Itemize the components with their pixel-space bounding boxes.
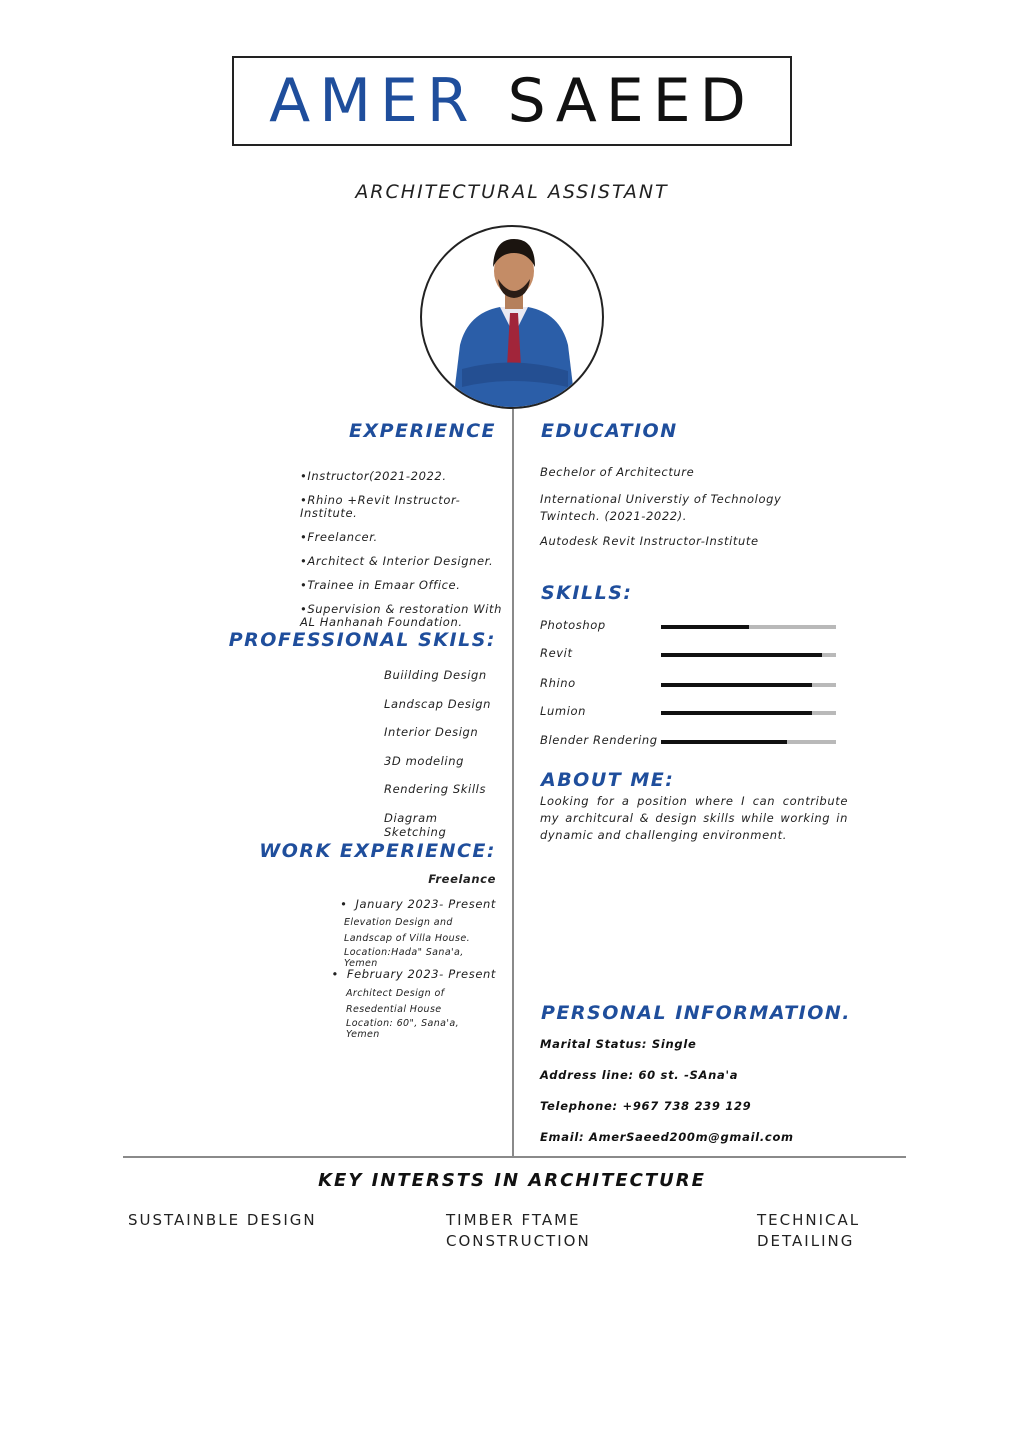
interest-line: TECHNICAL — [757, 1211, 861, 1229]
experience-list — [300, 470, 510, 640]
education-heading: EDUCATION — [541, 420, 678, 442]
bottom-divider — [123, 1156, 906, 1158]
interest-line: TIMBER FTAME — [446, 1211, 581, 1229]
education-university: International Universtiy of Technology Twintech. (2021-2022). — [540, 492, 782, 523]
experience-heading: EXPERIENCE — [348, 420, 496, 442]
job-description: Architect Design of Resedential House — [346, 988, 445, 1015]
first-name: AMER — [269, 66, 478, 136]
list-item: •Rhino +Revit Instructor-Institute. — [300, 493, 461, 520]
skill-row — [540, 618, 840, 638]
work-experience-heading: WORK EXPERIENCE: — [259, 840, 496, 862]
last-name: SAEED — [507, 66, 755, 136]
list-item: Diagram Sketching — [384, 810, 447, 839]
skill-row — [540, 676, 840, 696]
skill-level-bar — [661, 625, 749, 629]
email: Email: AmerSaeed200m@gmail.com — [540, 1130, 794, 1144]
name-box — [232, 56, 792, 146]
skill-level-bar — [661, 740, 787, 744]
professional-skills-list — [384, 668, 504, 840]
job-period: • February 2023- Present — [331, 967, 496, 981]
address-line: Address line: 60 st. -SAna'a — [540, 1068, 739, 1082]
skill-track — [661, 683, 836, 687]
list-item: •Freelancer. — [300, 530, 378, 544]
skill-level-bar — [661, 653, 822, 657]
about-heading: ABOUT ME: — [541, 769, 675, 791]
about-text: Looking for a position where I can contribute my architcural & design skills while working in dynamic and challenging environment. — [540, 794, 848, 842]
marital-status: Marital Status: Single — [540, 1037, 697, 1051]
skill-track — [661, 625, 836, 629]
job-location: Location:Hada" Sana'a, Yemen — [344, 947, 464, 969]
education-degree: Bechelor of Architecture — [540, 465, 695, 479]
skills-heading: SKILLS: — [541, 582, 633, 604]
work-company: Freelance — [428, 872, 496, 886]
job-location: Location: 60", Sana'a, Yemen — [346, 1018, 460, 1040]
skill-label: Rhino — [540, 676, 576, 690]
skill-row — [540, 733, 840, 753]
skill-label: Blender Rendering — [540, 733, 658, 747]
list-item: Interior Design — [384, 725, 479, 740]
skill-level-bar — [661, 683, 812, 687]
job-title: ARCHITECTURAL ASSISTANT — [355, 181, 669, 203]
skill-track — [661, 711, 836, 715]
telephone: Telephone: +967 738 239 129 — [540, 1099, 752, 1113]
skill-row — [540, 704, 840, 724]
skill-label: Photoshop — [540, 618, 606, 632]
list-item: •Architect & Interior Designer. — [300, 554, 494, 568]
interest-item — [757, 1210, 860, 1252]
skill-row — [540, 646, 840, 666]
list-item: Buiilding Design — [384, 668, 487, 682]
skill-level-bar — [661, 711, 812, 715]
job-period: • January 2023- Present — [340, 897, 496, 911]
list-item: 3D modeling — [384, 753, 465, 768]
job-description: Elevation Design and Landscap of Villa House. — [344, 917, 471, 944]
interest-line: CONSTRUCTION — [446, 1232, 591, 1250]
skill-label: Revit — [540, 646, 573, 660]
skill-track — [661, 653, 836, 657]
column-divider — [512, 409, 514, 1156]
professional-skills-heading: PROFESSIONAL SKILS: — [228, 629, 496, 651]
personal-info-heading: PERSONAL INFORMATION. — [541, 1002, 852, 1024]
skill-label: Lumion — [540, 704, 587, 718]
job-period-text: February 2023- Present — [346, 967, 496, 981]
skill-track — [661, 740, 836, 744]
list-item: •Supervision & restoration With AL Hanhanah Foundation. — [300, 602, 503, 629]
job-period-text: January 2023- Present — [355, 897, 496, 911]
education-certificate: Autodesk Revit Instructor-Institute — [540, 534, 759, 548]
list-item: Rendering Skills — [384, 782, 487, 797]
list-item: •Trainee in Emaar Office. — [300, 578, 461, 592]
interests-heading: KEY INTERSTS IN ARCHITECTURE — [318, 1170, 706, 1191]
interest-item — [446, 1210, 591, 1252]
interest-item — [128, 1210, 317, 1231]
profile-photo — [420, 225, 604, 409]
list-item: Landscap Design — [384, 696, 492, 711]
interest-line: DETAILING — [757, 1232, 855, 1250]
list-item: •Instructor(2021-2022. — [300, 469, 447, 483]
interest-line: SUSTAINBLE DESIGN — [128, 1211, 317, 1229]
